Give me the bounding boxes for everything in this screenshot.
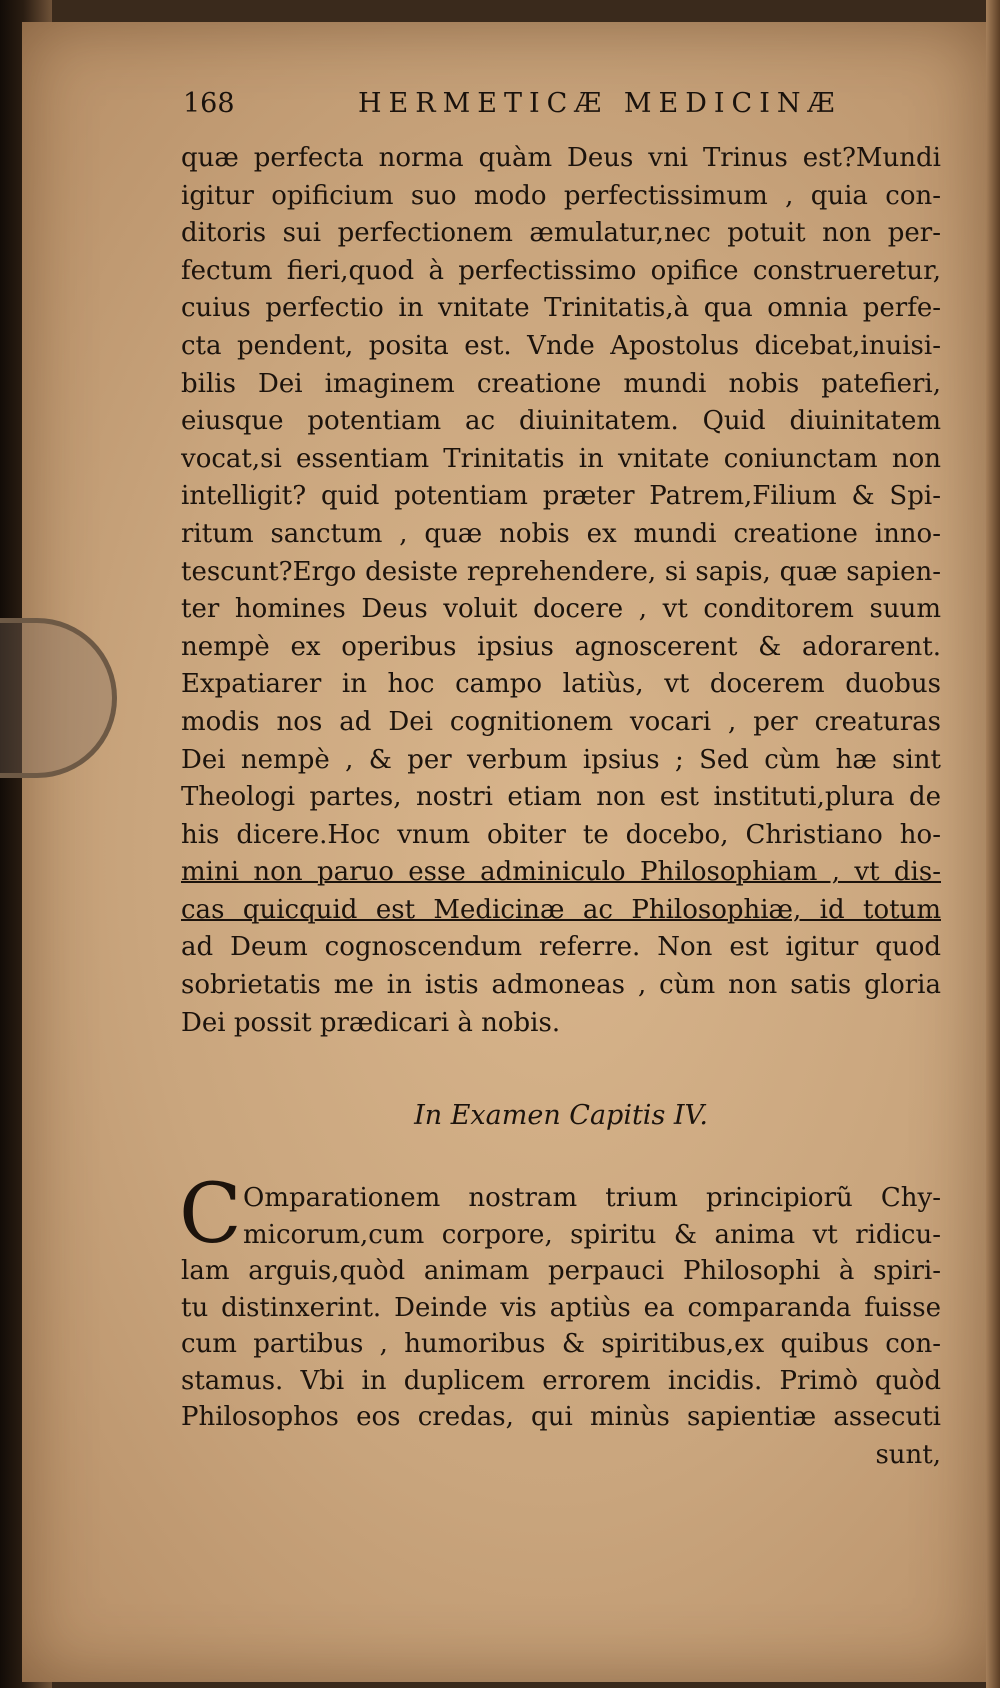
text-line: cuius perfectio in vnitate Trinitatis,à qua omnia perfe- <box>181 293 941 324</box>
text-line: igitur opificium suo modo perfectissimum , quia con- <box>181 180 941 211</box>
page-edge <box>986 0 1000 1688</box>
text-line: modis nos ad Dei cognitionem vocari , per creaturas <box>181 706 941 737</box>
text-line: tu distinxerint. Deinde vis aptiùs ea comparanda fuisse <box>181 1292 941 1323</box>
running-header <box>183 88 943 128</box>
underlined-text-line: cas quicquid est Medicinæ ac Philosophiæ, id totum <box>181 894 941 925</box>
text-line: micorum,cum corpore, spiritu & anima vt ridicu- <box>243 1219 941 1250</box>
text-line: sobrietatis me in istis admoneas , cùm non satis gloria <box>181 970 941 1001</box>
text-line: ritum sanctum , quæ nobis ex mundi creatione inno- <box>181 518 941 549</box>
text-line: Philosophos eos credas, qui minùs sapientiæ assecuti <box>181 1402 941 1432</box>
chapter-paragraph <box>179 1167 941 1436</box>
text-line: nempè ex operibus ipsius agnoscerent & adorarent. <box>181 631 941 662</box>
drop-cap: C <box>179 1167 242 1262</box>
text-line: Dei nempè , & per verbum ipsius ; Sed cùm hæ sint <box>181 744 941 775</box>
text-line: intelligit? quid potentiam præter Patrem,Filium & Spi- <box>181 481 941 512</box>
underlined-text-line: mini non paruo esse adminiculo Philosophiam , vt dis- <box>181 857 941 888</box>
main-paragraph <box>181 140 941 1042</box>
text-line: quæ perfecta norma quàm Deus vni Trinus est?Mundi <box>181 143 941 173</box>
text-line: ter homines Deus voluit docere , vt conditorem suum <box>181 594 941 625</box>
text-line: lam arguis,quòd animam perpauci Philosophi à spiri- <box>181 1256 941 1286</box>
text-line: ditoris sui perfectionem æmulatur,nec potuit non per- <box>181 218 941 249</box>
text-line: ad Deum cognoscendum referre. Non est igitur quod <box>181 932 941 963</box>
section-heading: In Examen Capitis IV. <box>414 1100 708 1131</box>
text-line: Omparationem nostram trium principiorũ Chy- <box>243 1183 941 1213</box>
text-line: eiusque potentiam ac diuinitatem. Quid diuinitatem <box>181 406 941 437</box>
text-line: his dicere.Hoc vnum obiter te docebo, Christiano ho- <box>181 819 941 850</box>
text-line: stamus. Vbi in duplicem errorem incidis. Primò quòd <box>181 1365 941 1396</box>
page-number: 168 <box>183 88 235 119</box>
running-title: HERMETICÆ MEDICINÆ <box>358 88 842 119</box>
text-line: Dei possit prædicari à nobis. <box>181 1007 561 1038</box>
catchword: sunt, <box>875 1440 941 1470</box>
text-line: tescunt?Ergo desiste reprehendere, si sapis, quæ sapien- <box>181 556 941 587</box>
text-line: bilis Dei imaginem creatione mundi nobis patefieri, <box>181 368 941 399</box>
text-line: Expatiarer in hoc campo latiùs, vt docerem duobus <box>181 669 941 700</box>
text-line: cum partibus , humoribus & spiritibus,ex quibus con- <box>181 1329 941 1359</box>
text-line: fectum fieri,quod à perfectissimo opifice construeretur, <box>181 255 941 286</box>
text-line: cta pendent, posita est. Vnde Apostolus dicebat,inuisi- <box>181 330 941 361</box>
text-line: Theologi partes, nostri etiam non est instituti,plura de <box>181 782 941 813</box>
text-line: vocat,si essentiam Trinitatis in vnitate coniunctam non <box>181 443 941 474</box>
